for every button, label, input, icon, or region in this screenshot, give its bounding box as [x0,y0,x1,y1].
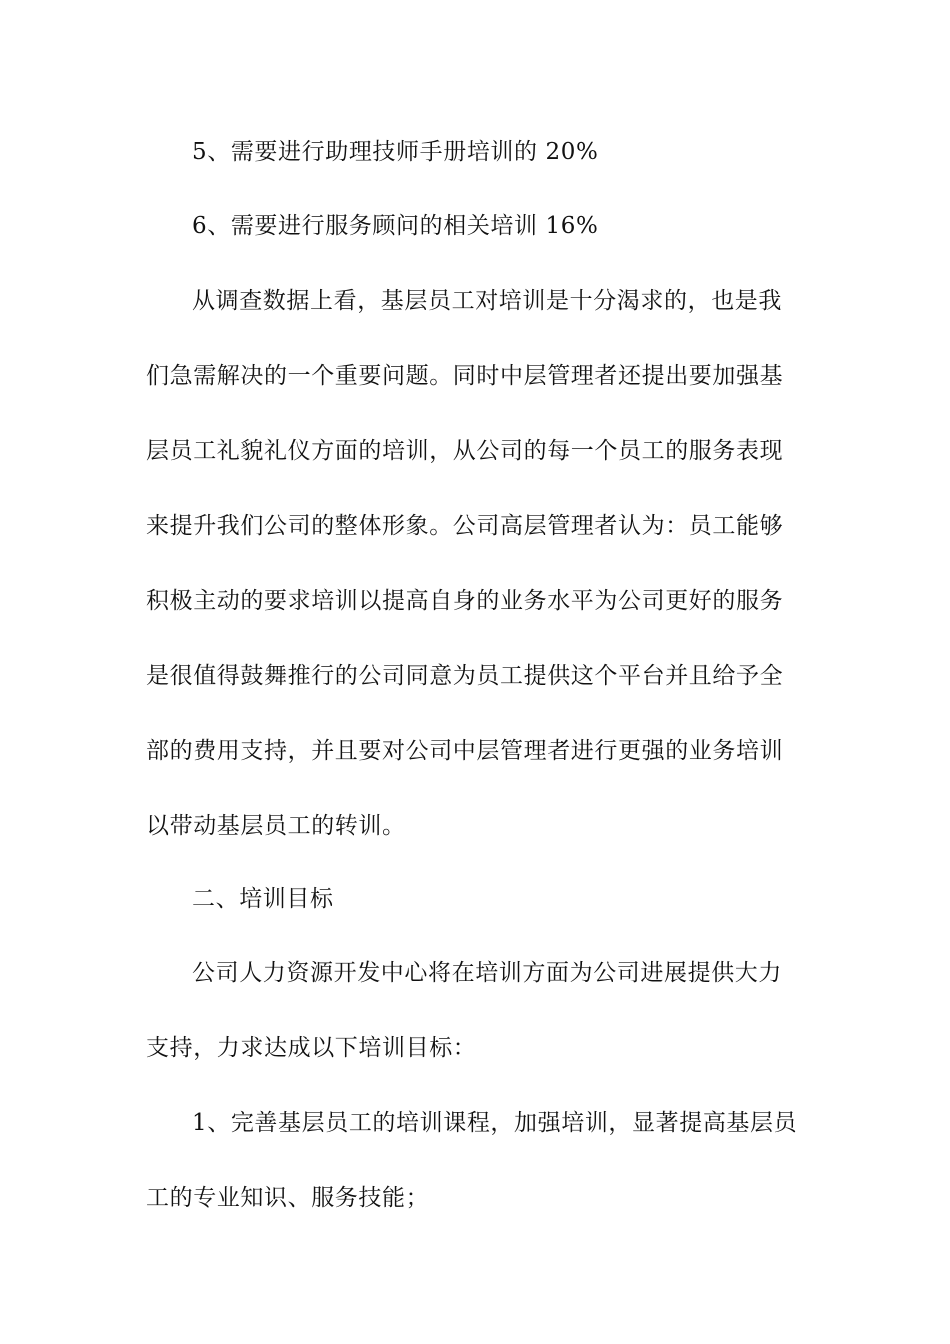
list-item-1: 1、完善基层员工的培训课程，加强培训，显著提高基层员 [192,1110,798,1136]
paragraph-line: 是很值得鼓舞推行的公司同意为员工提供这个平台并且给予全 [146,663,784,689]
paragraph-line: 积极主动的要求培训以提高自身的业务水平为公司更好的服务 [146,588,784,614]
paragraph-line: 工的专业知识、服务技能； [146,1185,430,1211]
paragraph-line: 公司人力资源开发中心将在培训方面为公司进展提供大力 [192,960,782,986]
paragraph-line: 从调查数据上看，基层员工对培训是十分渴求的，也是我 [192,288,782,314]
paragraph-line: 部的费用支持，并且要对公司中层管理者进行更强的业务培训 [146,738,784,764]
list-item-6: 6、需要进行服务顾问的相关培训 16% [192,213,599,239]
section-heading: 二、培训目标 [192,886,334,912]
paragraph-line: 支持，力求达成以下培训目标： [146,1035,477,1061]
paragraph-line: 来提升我们公司的整体形象。公司高层管理者认为：员工能够 [146,513,784,539]
paragraph-line: 们急需解决的一个重要问题。同时中层管理者还提出要加强基 [146,363,784,389]
paragraph-line: 以带动基层员工的转训。 [146,813,406,839]
list-item-5: 5、需要进行助理技师手册培训的 20% [192,139,599,165]
paragraph-line: 层员工礼貌礼仪方面的培训，从公司的每一个员工的服务表现 [146,438,784,464]
